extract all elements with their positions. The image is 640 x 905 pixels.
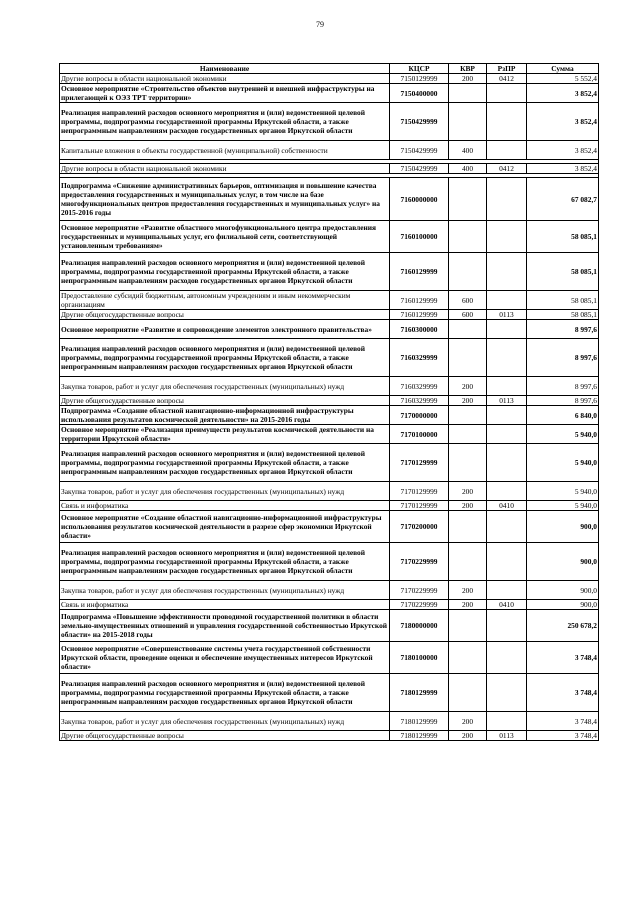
row-kvr: [449, 253, 487, 291]
row-sum: 250 678,2: [527, 610, 599, 642]
row-kcsr: 7180129999: [390, 712, 449, 731]
table-row: [60, 425, 599, 444]
row-sum: 5 940,0: [527, 501, 599, 511]
table-row: [60, 406, 599, 425]
row-sum: 3 748,4: [527, 642, 599, 674]
row-sum: 3 852,4: [527, 141, 599, 160]
row-rzpr: 0113: [487, 731, 527, 741]
row-sum: 8 997,6: [527, 320, 599, 339]
row-kcsr: 7160329999: [390, 377, 449, 396]
row-rzpr: 0113: [487, 396, 527, 406]
row-kvr: 200: [449, 712, 487, 731]
table-row: [60, 291, 599, 310]
row-kcsr: 7160129999: [390, 291, 449, 310]
row-kcsr: 7170000000: [390, 406, 449, 425]
row-kcsr: 7150400000: [390, 84, 449, 103]
table-row: [60, 396, 599, 406]
row-kcsr: 7160129999: [390, 310, 449, 320]
table-row: [60, 74, 599, 84]
row-kvr: [449, 425, 487, 444]
row-kcsr: 7180000000: [390, 610, 449, 642]
header-sum: Сумма: [527, 64, 599, 74]
row-sum: 5 940,0: [527, 425, 599, 444]
row-kcsr: 7170100000: [390, 425, 449, 444]
row-kvr: [449, 674, 487, 712]
row-rzpr: [487, 444, 527, 482]
row-sum: 6 840,0: [527, 406, 599, 425]
table-row: [60, 731, 599, 741]
table-row: [60, 253, 599, 291]
table-row: [60, 600, 599, 610]
row-name: Связь и информатика: [60, 600, 390, 610]
table-row: [60, 674, 599, 712]
row-sum: 3 852,4: [527, 103, 599, 141]
row-name: Основное мероприятие «Развитие областного многофункционального центра предоставления государственных и муниципальных услуг, его филиальной сети, соответствующей установленным требованиям»: [60, 221, 390, 253]
row-sum: 67 082,7: [527, 178, 599, 221]
row-rzpr: 0412: [487, 164, 527, 174]
table-row: [60, 164, 599, 174]
row-kvr: [449, 339, 487, 377]
row-kvr: 200: [449, 731, 487, 741]
row-name: Другие вопросы в области национальной экономики: [60, 164, 390, 174]
row-name: Другие вопросы в области национальной экономики: [60, 74, 390, 84]
table-row: [60, 642, 599, 674]
row-sum: 3 748,4: [527, 674, 599, 712]
row-kvr: 200: [449, 74, 487, 84]
row-kvr: [449, 444, 487, 482]
row-sum: 3 852,4: [527, 84, 599, 103]
row-rzpr: [487, 511, 527, 543]
row-sum: 3 852,4: [527, 164, 599, 174]
row-kcsr: 7170129999: [390, 501, 449, 511]
table-row: [60, 543, 599, 581]
row-kvr: [449, 610, 487, 642]
row-name: Реализация направлений расходов основного мероприятия и (или) ведомственной целевой программы, подпрограммы государственной программы Иркутской области, а также непрограммным направлениям расходов государственных органов Иркутской области: [60, 444, 390, 482]
row-kcsr: 7150429999: [390, 103, 449, 141]
row-kcsr: 7150429999: [390, 141, 449, 160]
header-rzpr: РзПР: [487, 64, 527, 74]
row-kvr: 200: [449, 501, 487, 511]
row-kvr: 200: [449, 482, 487, 501]
row-sum: 900,0: [527, 581, 599, 600]
row-sum: 5 940,0: [527, 444, 599, 482]
row-name: Основное мероприятие «Совершенствование системы учета государственной собственности Иркутской области, проведение оценки и обеспечение имущественных интересов Иркутской области»: [60, 642, 390, 674]
table-row: [60, 501, 599, 511]
table-row: [60, 377, 599, 396]
row-kvr: 200: [449, 581, 487, 600]
table-row: [60, 84, 599, 103]
row-name: Предоставление субсидий бюджетным, автономным учреждениям и иным некоммерческим организациям: [60, 291, 390, 310]
table-row: [60, 320, 599, 339]
row-kcsr: 7170229999: [390, 581, 449, 600]
row-rzpr: 0412: [487, 74, 527, 84]
row-sum: 3 748,4: [527, 731, 599, 741]
row-name: Другие общегосударственные вопросы: [60, 731, 390, 741]
row-name: Другие общегосударственные вопросы: [60, 396, 390, 406]
row-kcsr: 7150429999: [390, 164, 449, 174]
row-kvr: [449, 221, 487, 253]
table-row: [60, 444, 599, 482]
table-row: [60, 141, 599, 160]
row-kvr: 600: [449, 310, 487, 320]
row-name: Подпрограмма «Снижение административных барьеров, оптимизация и повышение качества предоставления государственных и муниципальных услуг, в том числе на базе многофункциональных центров предоставления государственных и муниципальных услуг» на 2015-2016 годы: [60, 178, 390, 221]
header-kcsr: КЦСР: [390, 64, 449, 74]
row-name: Основное мероприятие «Развитие и сопровождение элементов электронного правительства»: [60, 320, 390, 339]
row-kcsr: 7160300000: [390, 320, 449, 339]
table-row: [60, 712, 599, 731]
row-sum: 8 997,6: [527, 396, 599, 406]
table-row: [60, 103, 599, 141]
row-sum: 8 997,6: [527, 339, 599, 377]
row-rzpr: [487, 581, 527, 600]
row-sum: 900,0: [527, 600, 599, 610]
row-name: Капитальные вложения в объекты государственной (муниципальной) собственности: [60, 141, 390, 160]
row-kcsr: 7170200000: [390, 511, 449, 543]
row-kvr: 400: [449, 164, 487, 174]
table-row: [60, 610, 599, 642]
row-name: Реализация направлений расходов основного мероприятия и (или) ведомственной целевой программы, подпрограммы государственной программы Иркутской области, а также непрограммным направлениям расходов государственных органов Иркутской области: [60, 253, 390, 291]
row-name: Реализация направлений расходов основного мероприятия и (или) ведомственной целевой программы, подпрограммы государственной программы Иркутской области, а также непрограммным направлениям расходов государственных органов Иркутской области: [60, 339, 390, 377]
row-name: Закупка товаров, работ и услуг для обеспечения государственных (муниципальных) нужд: [60, 581, 390, 600]
row-kcsr: 7160129999: [390, 253, 449, 291]
row-rzpr: [487, 291, 527, 310]
row-kcsr: 7160100000: [390, 221, 449, 253]
row-name: Закупка товаров, работ и услуг для обеспечения государственных (муниципальных) нужд: [60, 712, 390, 731]
row-name: Реализация направлений расходов основного мероприятия и (или) ведомственной целевой программы, подпрограммы государственной программы Иркутской области, а также непрограммным направлениям расходов государственных органов Иркутской области: [60, 543, 390, 581]
table-row: [60, 339, 599, 377]
row-kvr: [449, 511, 487, 543]
table-header-row: [60, 64, 599, 74]
row-sum: 8 997,6: [527, 377, 599, 396]
row-kvr: [449, 642, 487, 674]
row-kvr: 200: [449, 396, 487, 406]
row-rzpr: 0113: [487, 310, 527, 320]
row-kvr: 600: [449, 291, 487, 310]
row-rzpr: [487, 141, 527, 160]
row-sum: 58 085,1: [527, 310, 599, 320]
header-kvr: КВР: [449, 64, 487, 74]
row-rzpr: [487, 221, 527, 253]
row-name: Реализация направлений расходов основного мероприятия и (или) ведомственной целевой программы, подпрограммы государственной программы Иркутской области, а также непрограммным направлениям расходов государственных органов Иркутской области: [60, 103, 390, 141]
row-name: Подпрограмма «Создание областной навигационно-информационной инфраструктуры использования результатов космической деятельности» на 2015-2016 годы: [60, 406, 390, 425]
row-rzpr: [487, 320, 527, 339]
row-name: Закупка товаров, работ и услуг для обеспечения государственных (муниципальных) нужд: [60, 482, 390, 501]
row-name: Закупка товаров, работ и услуг для обеспечения государственных (муниципальных) нужд: [60, 377, 390, 396]
row-kcsr: 7170129999: [390, 482, 449, 501]
row-rzpr: [487, 377, 527, 396]
row-rzpr: [487, 642, 527, 674]
row-sum: 58 085,1: [527, 253, 599, 291]
row-kvr: [449, 178, 487, 221]
row-sum: 5 552,4: [527, 74, 599, 84]
row-name: Другие общегосударственные вопросы: [60, 310, 390, 320]
table-row: [60, 221, 599, 253]
row-kvr: [449, 320, 487, 339]
table-body: [60, 74, 599, 741]
table-row: [60, 178, 599, 221]
row-kvr: [449, 103, 487, 141]
budget-table: [59, 63, 599, 741]
row-rzpr: [487, 712, 527, 731]
row-kvr: 200: [449, 377, 487, 396]
row-kcsr: 7180129999: [390, 674, 449, 712]
row-rzpr: [487, 253, 527, 291]
row-name: Основное мероприятие «Создание областной навигационно-информационной инфраструктуры использования результатов космической деятельности в разрезе сфер экономики Иркутской области»: [60, 511, 390, 543]
row-name: Основное мероприятие «Реализация преимуществ результатов космической деятельности на территории Иркутской области»: [60, 425, 390, 444]
row-kcsr: 7150129999: [390, 74, 449, 84]
row-sum: 5 940,0: [527, 482, 599, 501]
row-rzpr: [487, 543, 527, 581]
row-name: Связь и информатика: [60, 501, 390, 511]
row-rzpr: [487, 406, 527, 425]
row-kcsr: 7170229999: [390, 543, 449, 581]
row-sum: 900,0: [527, 543, 599, 581]
row-kcsr: 7160329999: [390, 396, 449, 406]
row-sum: 58 085,1: [527, 221, 599, 253]
table-row: [60, 581, 599, 600]
row-kvr: 400: [449, 141, 487, 160]
row-rzpr: [487, 84, 527, 103]
row-kvr: [449, 84, 487, 103]
row-kvr: [449, 543, 487, 581]
row-rzpr: [487, 674, 527, 712]
row-rzpr: [487, 425, 527, 444]
header-name: Наименование: [60, 64, 390, 74]
row-kcsr: 7160000000: [390, 178, 449, 221]
row-name: Реализация направлений расходов основного мероприятия и (или) ведомственной целевой программы, подпрограммы государственной программы Иркутской области, а также непрограммным направлениям расходов государственных органов Иркутской области: [60, 674, 390, 712]
row-kcsr: 7170229999: [390, 600, 449, 610]
table-row: [60, 511, 599, 543]
row-sum: 58 085,1: [527, 291, 599, 310]
row-kvr: [449, 406, 487, 425]
row-rzpr: 0410: [487, 600, 527, 610]
row-kvr: 200: [449, 600, 487, 610]
row-rzpr: [487, 610, 527, 642]
row-kcsr: 7180100000: [390, 642, 449, 674]
row-kcsr: 7160329999: [390, 339, 449, 377]
row-rzpr: [487, 103, 527, 141]
row-kcsr: 7170129999: [390, 444, 449, 482]
row-rzpr: [487, 339, 527, 377]
row-kcsr: 7180129999: [390, 731, 449, 741]
row-rzpr: 0410: [487, 501, 527, 511]
table-row: [60, 482, 599, 501]
row-name: Основное мероприятие «Строительство объектов внутренней и внешней инфраструктуры на прилегающей к ОЭЗ ТРТ территории»: [60, 84, 390, 103]
row-sum: 3 748,4: [527, 712, 599, 731]
table-row: [60, 310, 599, 320]
row-name: Подпрограмма «Повышение эффективности проводимой государственной политики в области земельно-имущественных отношений и управления государственной собственностью Иркутской области» на 2015-2018 годы: [60, 610, 390, 642]
row-sum: 900,0: [527, 511, 599, 543]
row-rzpr: [487, 178, 527, 221]
page-number: 79: [316, 20, 324, 29]
row-rzpr: [487, 482, 527, 501]
